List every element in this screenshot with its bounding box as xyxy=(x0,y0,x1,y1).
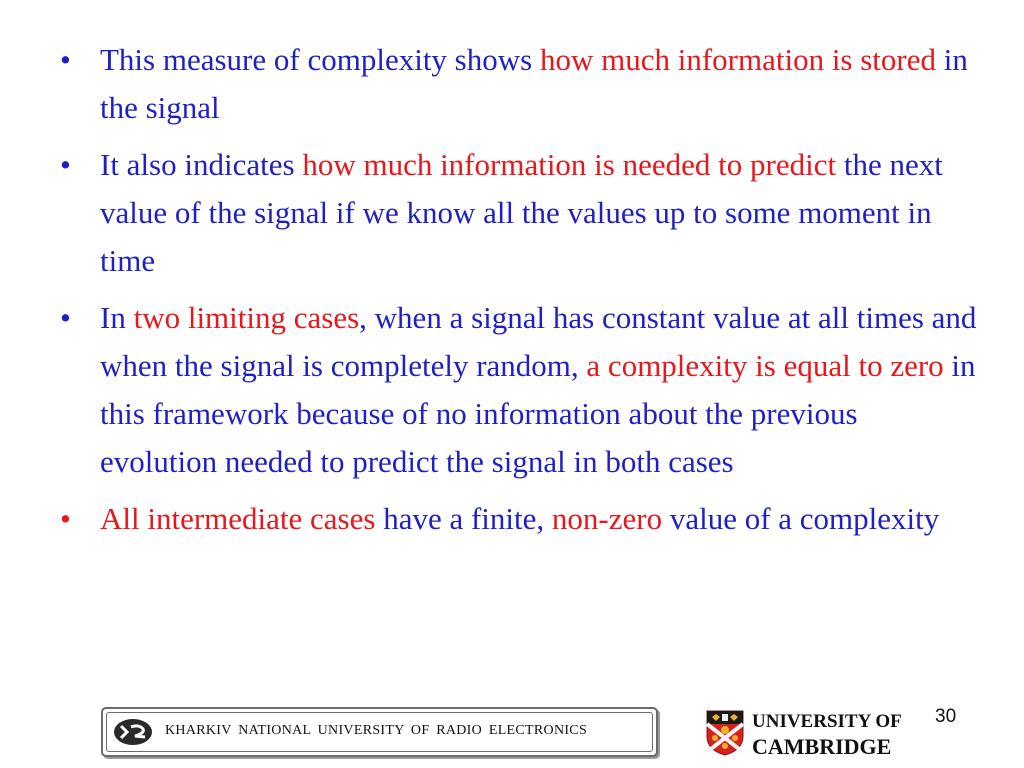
page-number: 30 xyxy=(935,706,957,727)
khnure-university-name: KHARKIV NATIONAL UNIVERSITY OF RADIO ELECTRONICS xyxy=(165,723,588,738)
bullet-item xyxy=(60,495,980,543)
bullet-item xyxy=(60,141,980,285)
bullet-marker: • xyxy=(60,501,71,536)
body-text: value of a complexity xyxy=(662,501,940,536)
body-text: in the signal xyxy=(100,42,968,125)
body-text: , when a signal has constant value at all times and when the signal is completely random, xyxy=(100,300,977,383)
body-text: In xyxy=(100,300,134,335)
cambridge-line-cambridge: CAMBRIDGE xyxy=(752,734,892,759)
highlighted-text: two limiting cases xyxy=(133,300,360,335)
bullet-marker: • xyxy=(60,147,71,182)
highlighted-text: All intermediate cases xyxy=(100,501,376,536)
body-text: have a finite, xyxy=(375,501,552,536)
body-text: in this framework because of no information about the previous evolution needed to predict the signal in both cases xyxy=(100,348,976,479)
bullet-list xyxy=(60,36,980,552)
highlighted-text: non-zero xyxy=(551,501,663,536)
highlighted-text: how much information is stored xyxy=(539,42,937,77)
bullet-marker: • xyxy=(60,42,71,77)
cambridge-wordmark xyxy=(752,709,902,759)
bullet-item xyxy=(60,36,980,132)
bullet-item xyxy=(60,294,980,486)
khnure-footer-banner xyxy=(101,707,658,757)
highlighted-text: a complexity is equal to zero xyxy=(586,348,944,383)
cambridge-shield-icon xyxy=(706,710,744,756)
body-text: This measure of complexity shows xyxy=(100,42,540,77)
highlighted-text: how much information is needed to predict xyxy=(302,147,837,182)
cambridge-line-university-of: UNIVERSITY OF xyxy=(752,711,902,732)
body-text: It also indicates xyxy=(100,147,303,182)
bullet-marker: • xyxy=(60,300,71,335)
khnure-logo-icon xyxy=(113,718,153,746)
body-text: the next value of the signal if we know all the values up to some moment in time xyxy=(100,147,943,278)
